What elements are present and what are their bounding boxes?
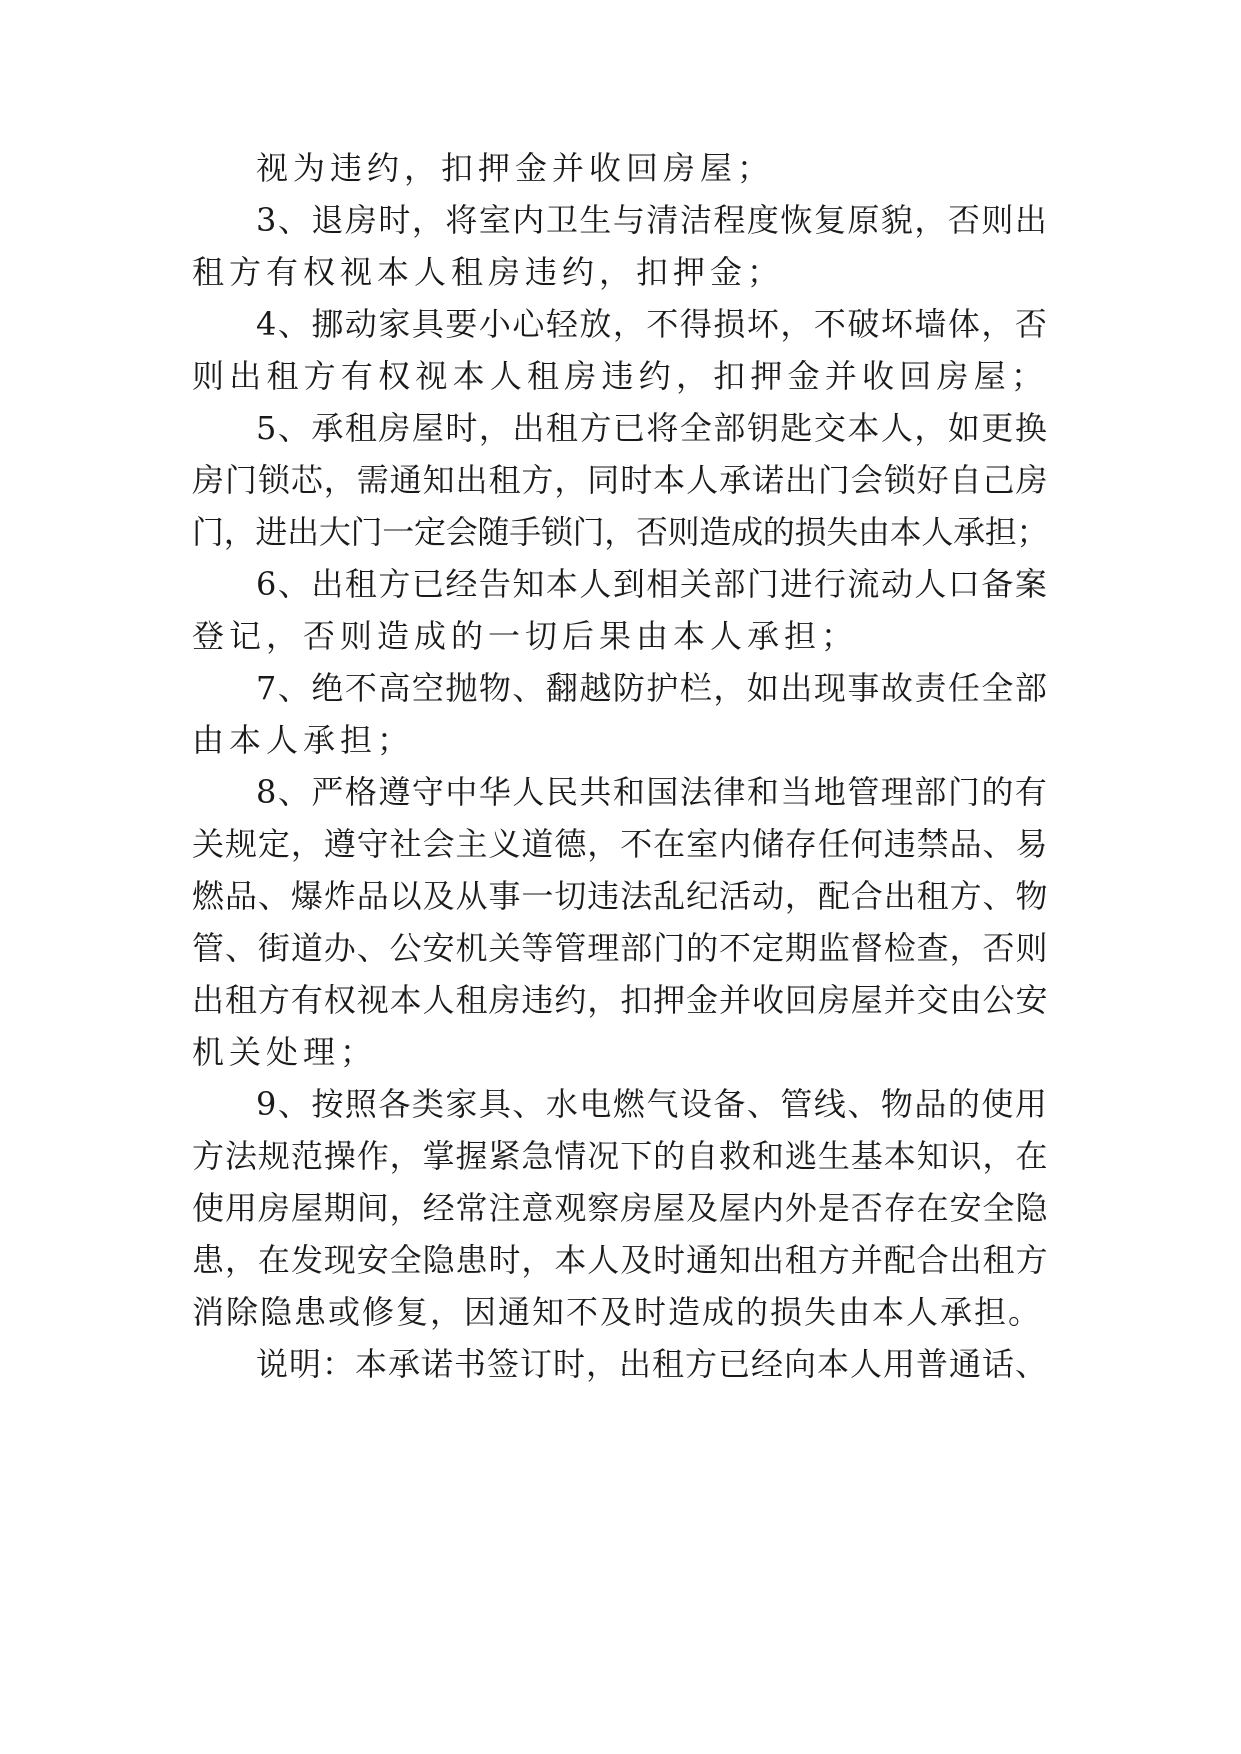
text-line: 机关处理； [192, 1033, 378, 1071]
text-line: 消除隐患或修复，因通知不及时造成的损失由本人承担。 [192, 1293, 1043, 1331]
text-line: 5、承租房屋时，出租方已将全部钥匙交本人，如更换 [256, 409, 1049, 447]
text-line: 门，进出大门一定会随手锁门，否则造成的损失由本人承担； [192, 513, 1048, 551]
text-line: 使用房屋期间，经常注意观察房屋及屋内外是否存在安全隐 [192, 1189, 1048, 1227]
text-line: 7、绝不高空抛物、翻越防护栏，如出现事故责任全部 [256, 669, 1049, 707]
text-line: 房门锁芯，需通知出租方，同时本人承诺出门会锁好自己房 [192, 461, 1048, 499]
text-line: 燃品、爆炸品以及从事一切违法乱纪活动，配合出租方、物 [192, 877, 1048, 915]
text-line: 登记，否则造成的一切后果由本人承担； [192, 617, 859, 655]
text-line: 租方有权视本人租房违约，扣押金； [192, 253, 785, 291]
text-line: 出租方有权视本人租房违约，扣押金并收回房屋并交由公安 [192, 981, 1048, 1019]
text-line: 患，在发现安全隐患时，本人及时通知出租方并配合出租方 [192, 1241, 1048, 1279]
text-line: 关规定，遵守社会主义道德，不在室内储存任何违禁品、易 [192, 825, 1048, 863]
text-line: 9、按照各类家具、水电燃气设备、管线、物品的使用 [256, 1085, 1049, 1123]
text-line: 8、严格遵守中华人民共和国法律和当地管理部门的有 [256, 773, 1049, 811]
text-line: 则出租方有权视本人租房违约，扣押金并收回房屋； [192, 357, 1048, 395]
text-line: 方法规范操作，掌握紧急情况下的自救和逃生基本知识，在 [192, 1137, 1048, 1175]
text-line: 由本人承担； [192, 721, 415, 759]
text-line: 视为违约，扣押金并收回房屋； [256, 149, 775, 187]
text-line: 3、退房时，将室内卫生与清洁程度恢复原貌，否则出 [256, 201, 1049, 239]
text-line: 4、挪动家具要小心轻放，不得损坏，不破坏墙体，否 [256, 305, 1049, 343]
text-line: 6、出租方已经告知本人到相关部门进行流动人口备案 [256, 565, 1049, 603]
text-line: 管、街道办、公安机关等管理部门的不定期监督检查，否则 [192, 929, 1048, 967]
text-line: 说明：本承诺书签订时，出租方已经向本人用普通话、 [256, 1345, 1049, 1383]
